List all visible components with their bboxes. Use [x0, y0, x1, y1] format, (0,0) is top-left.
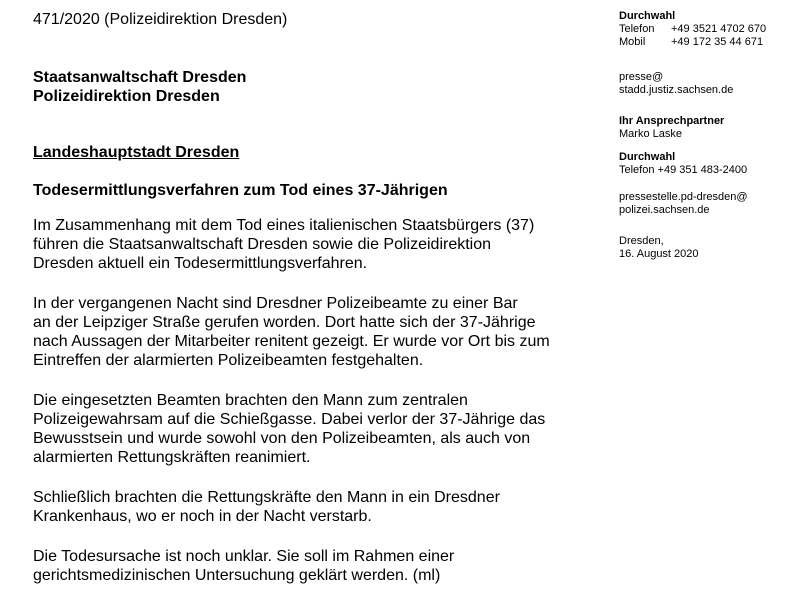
durchwahl-title-2: Durchwahl — [619, 151, 676, 163]
mobil-row — [619, 36, 794, 49]
durchwahl-title: Durchwahl — [619, 10, 676, 22]
addressee-prosecutor: Staatsanwaltschaft Dresden — [33, 69, 247, 86]
paragraph — [33, 391, 573, 467]
text-line: an der Leipziger Straße gerufen worden. Dort hatte sich der 37-Jährige — [33, 314, 536, 331]
contact-name: Marko Laske — [619, 128, 682, 140]
contact-sidebar — [619, 10, 794, 261]
email-line: polizei.sachsen.de — [619, 204, 710, 216]
telefon-row-2[interactable]: Telefon +49 351 483-2400 — [619, 164, 748, 176]
text-line: Krankenhaus, wo er noch in der Nacht verstarb. — [33, 508, 372, 525]
text-line: Die eingesetzten Beamten brachten den Mann zum zentralen — [33, 392, 468, 409]
text-line: alarmierten Rettungskräften reanimiert. — [33, 449, 311, 466]
body-text — [33, 216, 573, 585]
police-email-link[interactable] — [619, 191, 794, 217]
telefon-number[interactable]: +49 3521 4702 670 — [671, 23, 767, 35]
contact-title: Ihr Ansprechpartner — [619, 115, 725, 127]
text-line: gerichtsmedizinischen Untersuchung geklärt werden. (ml) — [33, 567, 441, 584]
date-place: Dresden, — [619, 235, 664, 247]
telefon-label: Telefon — [619, 23, 655, 35]
text-line: Im Zusammenhang mit dem Tod eines italienischen Staatsbürgers (37) — [33, 217, 535, 234]
email-line: pressestelle.pd-dresden@ — [619, 191, 748, 203]
paragraph — [33, 216, 573, 273]
text-line: Polizeigewahrsam auf die Schießgasse. Dabei verlor der 37-Jährige das — [33, 411, 546, 428]
addressees — [33, 68, 573, 106]
telefon-row — [619, 23, 794, 36]
main-column — [33, 10, 573, 606]
text-line: führen die Staatsanwaltschaft Dresden sowie die Polizeidirektion — [33, 236, 492, 253]
headline: Todesermittlungsverfahren zum Tod eines 37-Jährigen — [33, 182, 448, 199]
date-value: 16. August 2020 — [619, 248, 699, 260]
text-line: Eintreffen der alarmierten Polizeibeamten festgehalten. — [33, 352, 424, 369]
paragraph — [33, 488, 573, 526]
text-line: Bewusstsein und wurde sowohl von den Polizeibeamten, als auch von — [33, 430, 531, 447]
text-line: nach Aussagen der Mitarbeiter renitent gezeigt. Er wurde vor Ort bis zum — [33, 333, 550, 350]
addressee-police: Polizeidirektion Dresden — [33, 88, 220, 105]
location-heading: Landeshauptstadt Dresden — [33, 144, 240, 161]
reference-number: 471/2020 (Polizeidirektion Dresden) — [33, 11, 288, 28]
press-email-link[interactable] — [619, 71, 794, 97]
mobil-label: Mobil — [619, 36, 646, 48]
text-line: Schließlich brachten die Rettungskräfte den Mann in ein Dresdner — [33, 489, 500, 506]
email-line: presse@ — [619, 71, 664, 83]
email-line: stadd.justiz.sachsen.de — [619, 84, 734, 96]
text-line: Die Todesursache ist noch unklar. Sie soll im Rahmen einer — [33, 548, 455, 565]
paragraph — [33, 294, 573, 370]
text-line: Dresden aktuell ein Todesermittlungsverfahren. — [33, 255, 368, 272]
mobil-number[interactable]: +49 172 35 44 671 — [671, 36, 764, 48]
text-line: In der vergangenen Nacht sind Dresdner Polizeibeamte zu einer Bar — [33, 295, 518, 312]
paragraph — [33, 547, 573, 585]
